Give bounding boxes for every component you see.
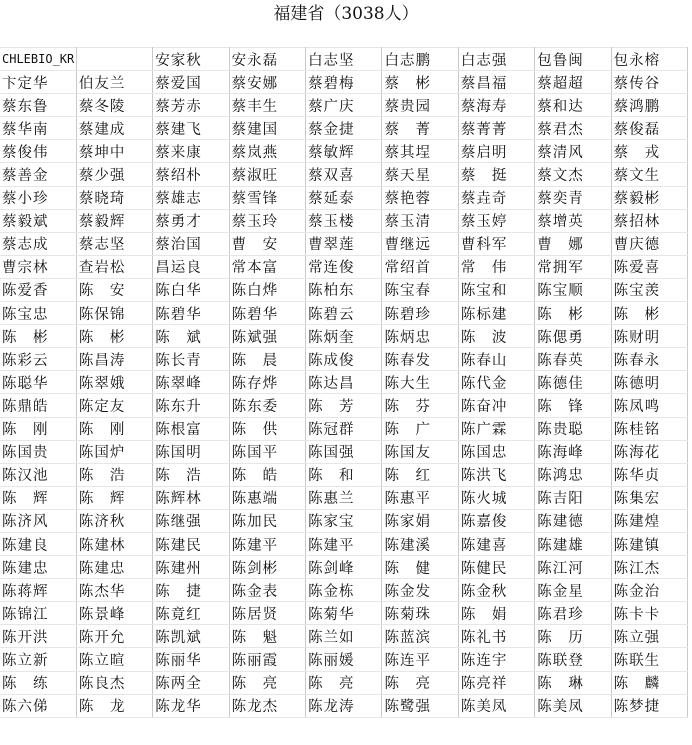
name-cell: 陈春山: [458, 348, 534, 371]
name-cell: 蔡碧梅: [306, 71, 382, 94]
name-cell: 陈蒋辉: [0, 579, 76, 602]
name-cell: 蔡芳赤: [153, 94, 229, 117]
name-cell: 蔡俊磊: [611, 117, 687, 140]
name-cell: 陈建镇: [611, 532, 687, 555]
name-cell: 陈洪飞: [458, 463, 534, 486]
name-cell: 蔡 彬: [382, 71, 458, 94]
name-cell: 昌运良: [153, 255, 229, 278]
name-cell: 陈 辉: [0, 486, 76, 509]
name-cell: 陈国平: [229, 440, 305, 463]
name-cell: 陈 皓: [229, 463, 305, 486]
name-cell: 包永榕: [611, 48, 687, 71]
name-cell: 陈 和: [306, 463, 382, 486]
name-cell: 陈宝羡: [611, 278, 687, 301]
name-cell: 陈竟红: [153, 602, 229, 625]
name-cell: 蔡清风: [535, 140, 611, 163]
name-cell: 陈国友: [382, 440, 458, 463]
name-cell: 陈 广: [382, 417, 458, 440]
name-cell: 陈定友: [76, 394, 152, 417]
name-cell: 陈吉阳: [535, 486, 611, 509]
table-row: [0, 440, 688, 463]
table-row: [0, 556, 688, 579]
table-row: [0, 417, 688, 440]
name-cell: 陈建溪: [382, 532, 458, 555]
name-cell: 蔡建国: [229, 117, 305, 140]
name-cell: 陈 刚: [0, 417, 76, 440]
name-cell: 陈汉池: [0, 463, 76, 486]
name-cell: 陈标建: [458, 302, 534, 325]
name-cell: 陈两全: [153, 671, 229, 694]
name-cell: 包鲁闽: [535, 48, 611, 71]
name-cell: 陈 波: [458, 325, 534, 348]
table-row: [0, 532, 688, 555]
name-cell: 蔡 戎: [611, 140, 687, 163]
name-cell: 陈 浩: [76, 463, 152, 486]
name-cell: 陈鹭强: [382, 694, 458, 717]
name-cell: 曹 安: [229, 232, 305, 255]
name-cell: 陈碧云: [306, 302, 382, 325]
table-row: [0, 348, 688, 371]
name-cell: 陈国强: [306, 440, 382, 463]
name-cell: 陈国贵: [0, 440, 76, 463]
name-cell: 陈 安: [76, 278, 152, 301]
name-cell: 蔡增英: [535, 209, 611, 232]
name-cell: 陈 红: [382, 463, 458, 486]
name-cell: 陈 历: [535, 625, 611, 648]
name-cell: 蔡善金: [0, 163, 76, 186]
name-cell: 陈 亮: [306, 671, 382, 694]
name-cell: 蔡超超: [535, 71, 611, 94]
name-cell: 蔡毅彬: [611, 186, 687, 209]
name-cell: 常拥军: [535, 255, 611, 278]
name-cell: 蔡昌福: [458, 71, 534, 94]
name-cell: 查岩松: [76, 255, 152, 278]
name-cell: 蔡晓琦: [76, 186, 152, 209]
name-cell: 蔡华南: [0, 117, 76, 140]
name-cell: 陈 芳: [306, 394, 382, 417]
name-cell: 蔡建飞: [153, 117, 229, 140]
name-cell: 陈建雄: [535, 532, 611, 555]
name-cell: 陈立暄: [76, 648, 152, 671]
name-cell: 陈 魁: [229, 625, 305, 648]
name-cell: 蔡毅辉: [76, 209, 152, 232]
name-cell: 蔡艳蓉: [382, 186, 458, 209]
name-cell: 蔡建成: [76, 117, 152, 140]
name-cell: 陈广霖: [458, 417, 534, 440]
table-row: [0, 371, 688, 394]
name-cell: 陈兰如: [306, 625, 382, 648]
name-cell: 陈宝和: [458, 278, 534, 301]
name-cell: 陈国明: [153, 440, 229, 463]
table-row: [0, 255, 688, 278]
name-cell: 蔡金捷: [306, 117, 382, 140]
name-cell: 陈龙杰: [229, 694, 305, 717]
name-cell: 蔡菁菁: [458, 117, 534, 140]
table-row: [0, 94, 688, 117]
name-cell: 陈连平: [382, 648, 458, 671]
name-cell: 陈 练: [0, 671, 76, 694]
name-cell: 陈君珍: [535, 602, 611, 625]
name-cell: 陈 浩: [153, 463, 229, 486]
name-cell: 蔡贵园: [382, 94, 458, 117]
name-cell: 陈连宇: [458, 648, 534, 671]
name-cell: 陈建喜: [458, 532, 534, 555]
name-cell: 陈翠娥: [76, 371, 152, 394]
name-cell: 蔡文杰: [535, 163, 611, 186]
name-cell: 陈碧珍: [382, 302, 458, 325]
name-cell: 陈金秋: [458, 579, 534, 602]
name-cell: 陈海花: [611, 440, 687, 463]
name-cell: 陈炳奎: [306, 325, 382, 348]
name-cell: 陈金治: [611, 579, 687, 602]
name-cell: 陈冠群: [306, 417, 382, 440]
name-cell: 陈春英: [535, 348, 611, 371]
name-cell: 陈 琳: [535, 671, 611, 694]
name-cell: 陈宝春: [382, 278, 458, 301]
name-cell: 蔡爱国: [153, 71, 229, 94]
name-cell: 陈 麟: [611, 671, 687, 694]
name-table: [0, 47, 688, 718]
name-cell: 蔡双喜: [306, 163, 382, 186]
table-row: [0, 463, 688, 486]
name-cell: 陈加民: [229, 509, 305, 532]
name-cell: 蔡海寿: [458, 94, 534, 117]
name-cell: 蔡天星: [382, 163, 458, 186]
name-cell: 陈惠端: [229, 486, 305, 509]
name-cell: 蔡奕青: [535, 186, 611, 209]
name-cell: 陈龙华: [153, 694, 229, 717]
name-cell: 陈蓝滨: [382, 625, 458, 648]
name-cell: 陈大生: [382, 371, 458, 394]
name-cell: 陈惠平: [382, 486, 458, 509]
table-row: [0, 209, 688, 232]
name-cell: 曹继远: [382, 232, 458, 255]
name-cell: 陈家宝: [306, 509, 382, 532]
name-cell: 常连俊: [306, 255, 382, 278]
name-cell: 陈江河: [535, 556, 611, 579]
name-cell: 陈火城: [458, 486, 534, 509]
name-cell: 陈开允: [76, 625, 152, 648]
name-cell: 蔡敏辉: [306, 140, 382, 163]
name-cell: 蔡绍朴: [153, 163, 229, 186]
name-cell: 陈丽霞: [229, 648, 305, 671]
name-cell: 蔡雄志: [153, 186, 229, 209]
name-cell: 陈 彬: [535, 302, 611, 325]
name-cell: 曹 娜: [535, 232, 611, 255]
name-cell: 陈居贤: [229, 602, 305, 625]
name-cell: 陈 龙: [76, 694, 152, 717]
name-cell: 陈建良: [0, 532, 76, 555]
name-table-body: [0, 48, 688, 718]
name-cell: 陈剑峰: [306, 556, 382, 579]
name-cell: 陈 亮: [229, 671, 305, 694]
name-cell: 陈国忠: [458, 440, 534, 463]
name-cell: 陈财明: [611, 325, 687, 348]
name-cell: 陈华贞: [611, 463, 687, 486]
name-cell: 陈国炉: [76, 440, 152, 463]
name-cell: 蔡 菁: [382, 117, 458, 140]
name-cell: 蔡淑旺: [229, 163, 305, 186]
name-cell: 常 伟: [458, 255, 534, 278]
name-cell: 陈立强: [611, 625, 687, 648]
name-cell: 常绍首: [382, 255, 458, 278]
name-cell: 陈济秋: [76, 509, 152, 532]
name-cell: 蔡岚燕: [229, 140, 305, 163]
name-cell: 陈聪华: [0, 371, 76, 394]
name-cell: 陈鼎皓: [0, 394, 76, 417]
name-cell: 陈建林: [76, 532, 152, 555]
name-cell: 陈鸿忠: [535, 463, 611, 486]
table-row: [0, 325, 688, 348]
table-row: [0, 625, 688, 648]
name-cell: 陈丽媛: [306, 648, 382, 671]
name-cell: 陈 彬: [611, 302, 687, 325]
name-cell: 蔡启明: [458, 140, 534, 163]
table-row: [0, 509, 688, 532]
name-cell: 蔡玉清: [382, 209, 458, 232]
table-row: [0, 648, 688, 671]
name-cell: 蔡俊伟: [0, 140, 76, 163]
name-cell: 陈存烨: [229, 371, 305, 394]
name-cell: 曹翠莲: [306, 232, 382, 255]
name-cell: 陈良杰: [76, 671, 152, 694]
name-cell: 陈建平: [306, 532, 382, 555]
name-cell: 蔡志坚: [76, 232, 152, 255]
name-cell: 陈联生: [611, 648, 687, 671]
name-cell: 陈柏东: [306, 278, 382, 301]
name-cell: 陈保锦: [76, 302, 152, 325]
name-cell: 蔡少强: [76, 163, 152, 186]
name-cell: 陈礼书: [458, 625, 534, 648]
name-cell: 陈景峰: [76, 602, 152, 625]
name-cell: 陈 捷: [153, 579, 229, 602]
name-cell: 陈 彬: [76, 325, 152, 348]
name-cell: 蔡延泰: [306, 186, 382, 209]
name-cell: 陈辉林: [153, 486, 229, 509]
table-row: [0, 140, 688, 163]
page-title: 福建省（3038人）: [273, 4, 419, 24]
name-cell: 陈杰华: [76, 579, 152, 602]
name-cell: 陈贵聪: [535, 417, 611, 440]
name-cell: 蔡垚奇: [458, 186, 534, 209]
table-row: [0, 486, 688, 509]
name-cell: 陈凯斌: [153, 625, 229, 648]
table-row: [0, 186, 688, 209]
name-cell: 陈春永: [611, 348, 687, 371]
name-cell: 陈彩云: [0, 348, 76, 371]
name-cell: 蔡治国: [153, 232, 229, 255]
name-cell: 陈东升: [153, 394, 229, 417]
name-cell: 陈健民: [458, 556, 534, 579]
table-row: [0, 694, 688, 717]
table-row: [0, 48, 688, 71]
name-cell: 陈建德: [535, 509, 611, 532]
name-cell: 蔡传谷: [611, 71, 687, 94]
name-cell: 陈宝忠: [0, 302, 76, 325]
name-cell: 蔡雪锋: [229, 186, 305, 209]
name-cell: 陈惠兰: [306, 486, 382, 509]
name-cell: 陈 供: [229, 417, 305, 440]
name-cell: 陈碧华: [229, 302, 305, 325]
name-cell: 陈丽华: [153, 648, 229, 671]
name-cell: 陈卡卡: [611, 602, 687, 625]
name-cell: 陈梦捷: [611, 694, 687, 717]
name-cell: 蔡玉楼: [306, 209, 382, 232]
name-cell: 陈剑彬: [229, 556, 305, 579]
name-cell: 陈建州: [153, 556, 229, 579]
table-row: [0, 232, 688, 255]
name-cell: 陈 刚: [76, 417, 152, 440]
name-cell: 陈德明: [611, 371, 687, 394]
name-cell: 蔡坤中: [76, 140, 152, 163]
name-cell: 陈成俊: [306, 348, 382, 371]
name-cell: 陈继强: [153, 509, 229, 532]
table-row: [0, 71, 688, 94]
name-cell: 蔡鸿鹏: [611, 94, 687, 117]
table-row: [0, 163, 688, 186]
name-cell: 陈 亮: [382, 671, 458, 694]
name-cell: 陈斌强: [229, 325, 305, 348]
name-cell: 白志坚: [306, 48, 382, 71]
name-cell: 陈立新: [0, 648, 76, 671]
name-cell: 陈联登: [535, 648, 611, 671]
name-cell: 陈长青: [153, 348, 229, 371]
name-cell: 陈 锋: [535, 394, 611, 417]
name-cell: 陈六俤: [0, 694, 76, 717]
table-row: [0, 602, 688, 625]
name-cell: 蔡毅斌: [0, 209, 76, 232]
name-cell: 蔡 挺: [458, 163, 534, 186]
name-cell: 陈开洪: [0, 625, 76, 648]
name-cell: 陈金表: [229, 579, 305, 602]
name-cell: 陈家娟: [382, 509, 458, 532]
name-cell: 蔡志成: [0, 232, 76, 255]
table-row: [0, 394, 688, 417]
name-cell: 陈建忠: [76, 556, 152, 579]
name-cell: 陈白烨: [229, 278, 305, 301]
name-cell: 陈春发: [382, 348, 458, 371]
name-cell: 蔡和达: [535, 94, 611, 117]
name-cell: 安永磊: [229, 48, 305, 71]
name-cell: 陈宝顺: [535, 278, 611, 301]
name-cell: 陈建平: [229, 532, 305, 555]
name-cell: 蔡丰生: [229, 94, 305, 117]
name-cell: 安家秋: [153, 48, 229, 71]
name-cell: 陈锦江: [0, 602, 76, 625]
name-cell: 陈 晨: [229, 348, 305, 371]
name-cell: 陈爱香: [0, 278, 76, 301]
name-cell: 陈碧华: [153, 302, 229, 325]
name-cell: 陈菊珠: [382, 602, 458, 625]
name-cell: 陈 辉: [76, 486, 152, 509]
name-cell: 陈美凤: [458, 694, 534, 717]
name-cell: [76, 48, 152, 71]
table-row: [0, 579, 688, 602]
name-cell: 曹宗林: [0, 255, 76, 278]
name-cell: 陈建忠: [0, 556, 76, 579]
name-cell: 蔡东鲁: [0, 94, 76, 117]
name-cell: 陈 芬: [382, 394, 458, 417]
name-cell: 陈建煌: [611, 509, 687, 532]
name-cell: 蔡安娜: [229, 71, 305, 94]
name-cell: 陈金发: [382, 579, 458, 602]
name-cell: 陈嘉俊: [458, 509, 534, 532]
name-cell: 陈美凤: [535, 694, 611, 717]
name-cell: 陈江杰: [611, 556, 687, 579]
name-cell: 陈集宏: [611, 486, 687, 509]
name-cell: 蔡玉玲: [229, 209, 305, 232]
name-cell: 伯友兰: [76, 71, 152, 94]
name-cell: 蔡勇才: [153, 209, 229, 232]
name-cell: 陈海峰: [535, 440, 611, 463]
name-cell: 陈桂铭: [611, 417, 687, 440]
name-cell: 陈东委: [229, 394, 305, 417]
name-cell: 陈翠峰: [153, 371, 229, 394]
name-cell: 蔡文生: [611, 163, 687, 186]
table-row: [0, 302, 688, 325]
name-cell: 蔡来康: [153, 140, 229, 163]
name-cell: 陈亮祥: [458, 671, 534, 694]
table-row: [0, 671, 688, 694]
name-cell: 陈凤鸣: [611, 394, 687, 417]
table-row: [0, 117, 688, 140]
name-cell: 陈代金: [458, 371, 534, 394]
name-cell: 蔡其埕: [382, 140, 458, 163]
name-cell: 陈德佳: [535, 371, 611, 394]
name-cell: 陈 彬: [0, 325, 76, 348]
name-cell: 常本富: [229, 255, 305, 278]
name-cell: 曹庆德: [611, 232, 687, 255]
name-cell: CHLEBIO_KR: [0, 48, 76, 71]
name-cell: 曹科军: [458, 232, 534, 255]
name-cell: 陈达昌: [306, 371, 382, 394]
table-row: [0, 278, 688, 301]
name-cell: 陈爱喜: [611, 255, 687, 278]
name-cell: 蔡玉婷: [458, 209, 534, 232]
name-cell: 陈昌涛: [76, 348, 152, 371]
name-cell: 陈建民: [153, 532, 229, 555]
name-cell: 陈炳忠: [382, 325, 458, 348]
name-cell: 陈白华: [153, 278, 229, 301]
name-cell: 陈根富: [153, 417, 229, 440]
name-cell: 陈 健: [382, 556, 458, 579]
name-cell: 陈 娟: [458, 602, 534, 625]
name-cell: 蔡招林: [611, 209, 687, 232]
name-cell: 陈金星: [535, 579, 611, 602]
name-cell: 陈奋冲: [458, 394, 534, 417]
name-cell: 蔡君杰: [535, 117, 611, 140]
name-cell: 陈 斌: [153, 325, 229, 348]
name-cell: 白志鹏: [382, 48, 458, 71]
name-cell: 蔡小珍: [0, 186, 76, 209]
name-cell: 陈菊华: [306, 602, 382, 625]
name-cell: 蔡广庆: [306, 94, 382, 117]
name-cell: 卞定华: [0, 71, 76, 94]
name-cell: 陈龙涛: [306, 694, 382, 717]
name-cell: 陈济风: [0, 509, 76, 532]
name-cell: 白志强: [458, 48, 534, 71]
name-cell: 陈金栋: [306, 579, 382, 602]
name-cell: 蔡冬陵: [76, 94, 152, 117]
name-cell: 陈偲勇: [535, 325, 611, 348]
